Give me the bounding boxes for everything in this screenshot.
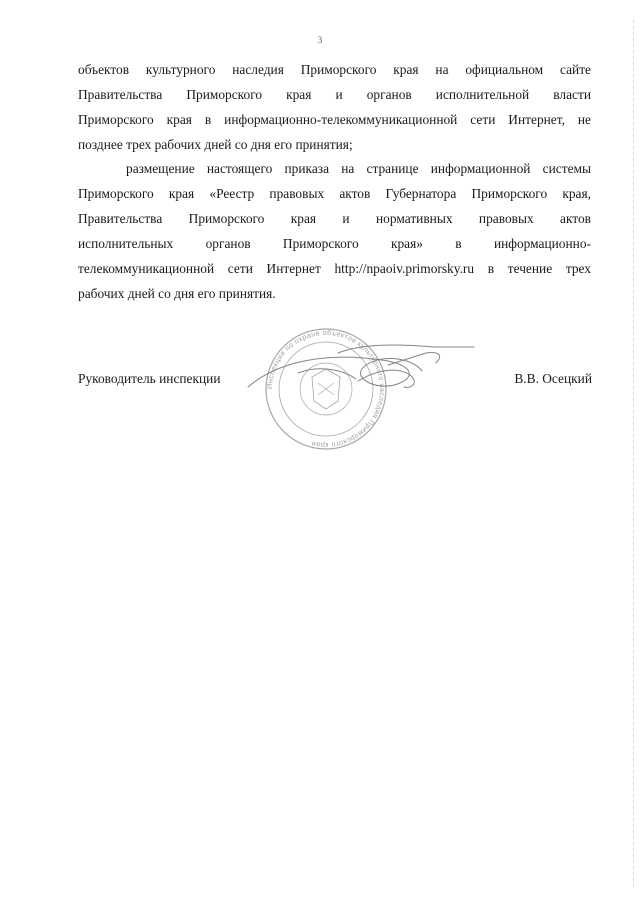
text-line: позднее трех рабочих дней со дня его принятия; — [78, 137, 353, 152]
text-line: размещение настоящего приказа на странице информационной системы — [126, 161, 591, 176]
text-line: Правительства Приморского края и нормативных правовых актов — [78, 211, 591, 226]
signatory-role: Руководитель инспекции — [78, 371, 221, 386]
text-line: исполнительных органов Приморского края» в информационно- — [78, 236, 591, 251]
text-line: Приморского края в информационно-телекоммуникационной сети Интернет, не — [78, 112, 591, 127]
paragraph-continuation — [78, 57, 591, 157]
text-line: Правительства Приморского края и органов исполнительной власти — [78, 87, 591, 102]
page-number: 3 — [317, 35, 323, 45]
signatory-name: В.В. Осецкий — [514, 371, 592, 386]
text-line: Приморского края «Реестр правовых актов Губернатора Приморского края, — [78, 186, 591, 201]
paragraph-publication — [78, 156, 591, 306]
seal-text-path: Инспекция по охране объектов культурного наследия Приморского края — [264, 327, 388, 451]
text-line: рабочих дней со дня его принятия. — [78, 286, 276, 301]
text-line: телекоммуникационной сети Интернет http://npaoiv.primorsky.ru в течение трех — [78, 261, 591, 276]
text-line: объектов культурного наследия Приморского края на официальном сайте — [78, 62, 591, 77]
seal-and-signature — [238, 325, 478, 455]
scan-edge — [633, 20, 634, 890]
